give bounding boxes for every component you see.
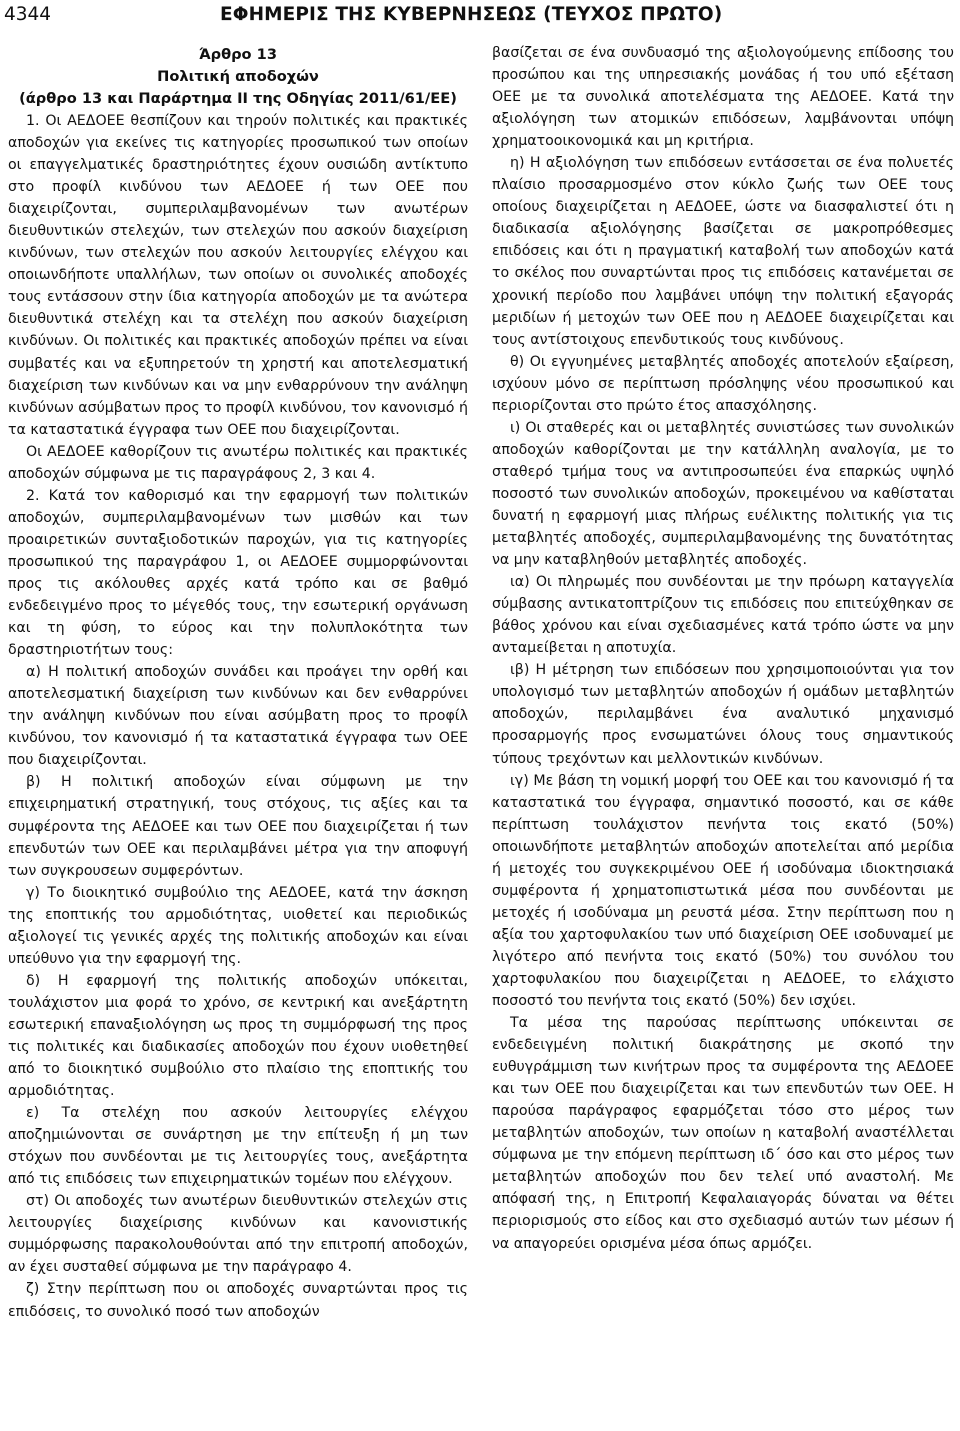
paragraph: θ) Οι εγγυημένες μεταβλητές αποδοχές αποτελούν εξαίρεση, ισχύουν μόνο σε περίπτωση πρόσληψης νέου προσωπικού και περιορίζονται στο πρώτο έτος απασχόλησης. — [492, 353, 954, 414]
paragraph: β) Η πολιτική αποδοχών είναι σύμφωνη με την επιχειρηματική στρατηγική, τους στόχους, τις αξίες και τα συμφέροντα της ΑΕΔΟΕΕ και των ΟΕΕ που διαχειρίζεται ή των επενδυτών των ΟΕΕ και περιλαμβάνει μέτρα για την αποφυγή των συγκρουσεων συμφερόντων. — [8, 774, 468, 879]
article-title: Πολιτική αποδοχών — [157, 68, 319, 85]
page-number: 4344 — [4, 4, 52, 25]
paragraph: Τα μέσα της παρούσας περίπτωσης υπόκεινται σε ενδεδειγμένη πολιτική διακράτησης με σκοπό την ευθυγράμμιση των κινήτρων προς τα συμφέροντα της ΑΕΔΟΕΕ και των ΟΕΕ που διαχειρίζεται και των επενδυτών των ΟΕΕ. Η παρούσα παράγραφος εφαρμόζεται τόσο στο μέρος των μεταβλητών αποδοχών, των οποίων η καταβολή αναστέλλεται σύμφωνα με την επόμενη περίπτωση ιδ΄ όσο και στο μέρος των μεταβλητών αποδοχών που δεν τελεί υπό αναστολή. Με απόφασή της, η Επιτροπή Κεφαλαιαγοράς δύναται να θέτει περιορισμούς στο είδος και στο σχεδιασμό αυτών των μέσων ή να απαγορεύει ορισμένα μέσα όπως αρμόζει. — [492, 1015, 954, 1252]
article-reference: (άρθρο 13 και Παράρτημα ΙΙ της Οδηγίας 2011/61/ΕΕ) — [19, 90, 457, 107]
paragraph: ζ) Στην περίπτωση που οι αποδοχές συναρτώνται προς τις επιδόσεις, το συνολικό ποσό των αποδοχών — [8, 1281, 468, 1320]
paragraph: η) Η αξιολόγηση των επιδόσεων εντάσσεται σε ένα πολυετές πλαίσιο προσαρμοσμένο στον κύκλο ζωής των ΟΕΕ τους οποίους διαχειρίζεται η ΑΕΔΟΕΕ, ώστε να διασφαλιστεί ότι η διαδικασία αξιολόγησης βασίζεται σε μακροπρόθεσμες επιδόσεις και ότι η πραγματική καταβολή των αποδοχών κατά το σκέλος που συναρτώνται προς τις επιδόσεις κατανέμεται σε χρονική περίοδο που λαμβάνει υπόψη την πολιτική εξαγοράς μεριδίων ή μετοχών των ΟΕΕ που η ΑΕΔΟΕΕ διαχειρίζεται και τους αντίστοιχους επενδυτικούς τους κινδύνους. — [492, 155, 954, 348]
paragraph: ια) Οι πληρωμές που συνδέονται με την πρόωρη καταγγελία σύμβασης αντικατοπτρίζουν τις επιδόσεις που επιτεύχθηκαν σε βάθος χρόνου και είναι σχεδιασμένες κατά τρόπο ώστε να μην ανταμείβεται η αποτυχία. — [492, 574, 954, 657]
paragraph: ε) Τα στελέχη που ασκούν λειτουργίες ελέγχου αποζημιώνονται σε συνάρτηση με την επίτευξη ή μη των στόχων που συνδέονται με τις λειτουργίες τους, ανεξάρτητα από τις επιδόσεις των επιχειρηματικών τομέων που ελέγχουν. — [8, 1105, 468, 1188]
paragraph: στ) Οι αποδοχές των ανωτέρων διευθυντικών στελεχών στις λειτουργίες διαχείρισης κινδύνων και κανονιστικής συμμόρφωσης παρακολουθούνται από την επιτροπή αποδοχών, αν έχει συσταθεί σύμφωνα με την παράγραφο 4. — [8, 1193, 468, 1276]
left-column — [8, 44, 468, 1323]
paragraph: 2. Κατά τον καθορισμό και την εφαρμογή των πολιτικών αποδοχών, συμπεριλαμβανομένων των μισθών και των προαιρετικών συνταξιοδοτικών παροχών, για τις κατηγορίες προσωπικού της παραγράφου 1, οι ΑΕΔΟΕΕ συμμορφώνονται προς τις ακόλουθες αρχές κατά τρόπο και σε βαθμό ενδεδειγμένο προς το μέγεθός τους, την εσωτερική οργάνωση και τη φύση, το εύρος και την πολυπλοκότητα των δραστηριοτήτων τους: — [8, 487, 468, 659]
paragraph: Οι ΑΕΔΟΕΕ καθορίζουν τις ανωτέρω πολιτικές και πρακτικές αποδοχών σύμφωνα με τις παραγράφους 2, 3 και 4. — [8, 443, 468, 482]
paragraph: βασίζεται σε ένα συνδυασμό της αξιολογούμενης επίδοσης του προσώπου και της υπηρεσιακής μονάδας ή του υπό εξέταση ΟΕΕ με τα συνολικά αποτελέσματα της ΑΕΔΟΕΕ. Κατά την αξιολόγηση των ατομικών επιδόσεων, λαμβάνονται υπόψη χρηματοοικονομικά και μη κριτήρια. — [492, 45, 954, 150]
paragraph: γ) Το διοικητικό συμβούλιο της ΑΕΔΟΕΕ, κατά την άσκηση της εποπτικής του αρμοδιότητας, υιοθετεί και περιοδικώς αξιολογεί τις γενικές αρχές της πολιτικής αποδοχών και είναι υπεύθυνο για την εφαρμογή της. — [8, 884, 468, 967]
page-header — [0, 0, 960, 36]
right-column — [492, 42, 954, 1255]
paragraph: δ) Η εφαρμογή της πολιτικής αποδοχών υπόκειται, τουλάχιστον μια φορά το χρόνο, σε κεντρική και ανεξάρτητη εσωτερική επαναξιολόγηση ως προς τη συμμόρφωσή της προς τις πολιτικές και διαδικασίες αποδοχών που έχουν υιοθετηθεί από το διοικητικό συμβούλιο στο πλαίσιο της εποπτικής του αρμοδιότητας. — [8, 972, 468, 1100]
paragraph: ι) Οι σταθερές και οι μεταβλητές συνιστώσες των συνολικών αποδοχών καθορίζονται με την κατάλληλη αναλογία, με το σταθερό τμήμα τους να αντιπροσωπεύει ένα επαρκώς υψηλό ποσοστό των συνολικών αποδοχών, προκειμένου να καθίσταται δυνατή η εφαρμογή μιας πλήρως ευέλικτης πολιτικής για τις μεταβλητές αποδοχές, συμπεριλαμβανομένης της δυνατότητας να μην καταβληθούν μεταβλητές αποδοχές. — [492, 419, 954, 569]
paragraph: 1. Οι ΑΕΔΟΕΕ θεσπίζουν και τηρούν πολιτικές και πρακτικές αποδοχών για εκείνες τις κατηγορίες προσωπικού των οποίων οι επαγγελματικές δραστηριότητες έχουν ουσιώδη αντίκτυπο στο προφίλ κινδύνου των ΑΕΔΟΕΕ ή των ΟΕΕ που διαχειρίζονται, συμπεριλαμβανομένων των ανωτέρων διευθυντικών στελεχών, των στελεχών που ασκούν διαχείριση κινδύνων, των στελεχών που ασκούν λειτουργίες ελέγχου και οποιωνδήποτε υπαλλήλων, των οποίων οι συνολικές αποδοχές τους εντάσσουν στην ίδια κατηγορία αποδοχών με τα ανώτερα διευθυντικά στελέχη και τα στελέχη που ασκούν διαχείριση κινδύνων. Οι πολιτικές και πρακτικές αποδοχών πρέπει να είναι συμβατές και να εξυπηρετούν τη χρηστή και αποτελεσματική διαχείριση των κινδύνων και να μην ενθαρρύνουν την ανάληψη κινδύνων ασύμβατων προς το προφίλ κινδύνου, τον κανονισμό ή τα καταστατικά έγγραφα των ΟΕΕ που διαχειρίζονται. — [8, 113, 468, 438]
article-number: Άρθρο 13 — [199, 46, 277, 63]
paragraph: α) Η πολιτική αποδοχών συνάδει και προάγει την ορθή και αποτελεσματική διαχείριση των κινδύνων και δεν ενθαρρύνει την ανάληψη κινδύνων που είναι ασύμβατη προς το προφίλ κινδύνου, τον κανονισμό ή τα καταστατικά έγγραφα των ΟΕΕ που διαχειρίζονται. — [8, 664, 468, 769]
paragraph: ιβ) Η μέτρηση των επιδόσεων που χρησιμοποιούνται για τον υπολογισμό των μεταβλητών αποδοχών ή ομάδων μεταβλητών αποδοχών, περιλαμβάνει ένα αναλυτικό μηχανισμό προσαρμογής προς ενσωματώνει όλους τους σημαντικούς τύπους τρεχόντων και μελλοντικών κινδύνων. — [492, 662, 954, 767]
paragraph: ιγ) Με βάση τη νομική μορφή του ΟΕΕ και του κανονισμό ή τα καταστατικά του έγγραφα, σημαντικό ποσοστό, και σε κάθε περίπτωση τουλάχιστον πενήντα τοις εκατό (50%) οποιωνδήποτε μεταβλητών αποδοχών αποτελείται από μερίδια ή μετοχές του συγκεκριμένου ΟΕΕ ή ισοδύναμα ιδιοκτησιακά συμφέροντα ή χρηματοπιστωτικά μέσα που συνδέονται με μετοχές ή ισοδύναμα μη ρευστά μέσα. Στην περίπτωση που η αξία του χαρτοφυλακίου των υπό διαχείριση ΟΕΕ ισοδυναμεί με λιγότερο από πενήντα τοις εκατό (50%) του συνόλου του χαρτοφυλακίου που διαχειρίζεται η ΑΕΔΟΕΕ, το ελάχιστο ποσοστό του πενήντα τοις εκατό (50%) δεν ισχύει. — [492, 772, 954, 1010]
journal-title: ΕΦΗΜΕΡΙΣ ΤΗΣ ΚΥΒΕΡΝΗΣΕΩΣ (ΤΕΥΧΟΣ ΠΡΩΤΟ) — [220, 4, 723, 25]
